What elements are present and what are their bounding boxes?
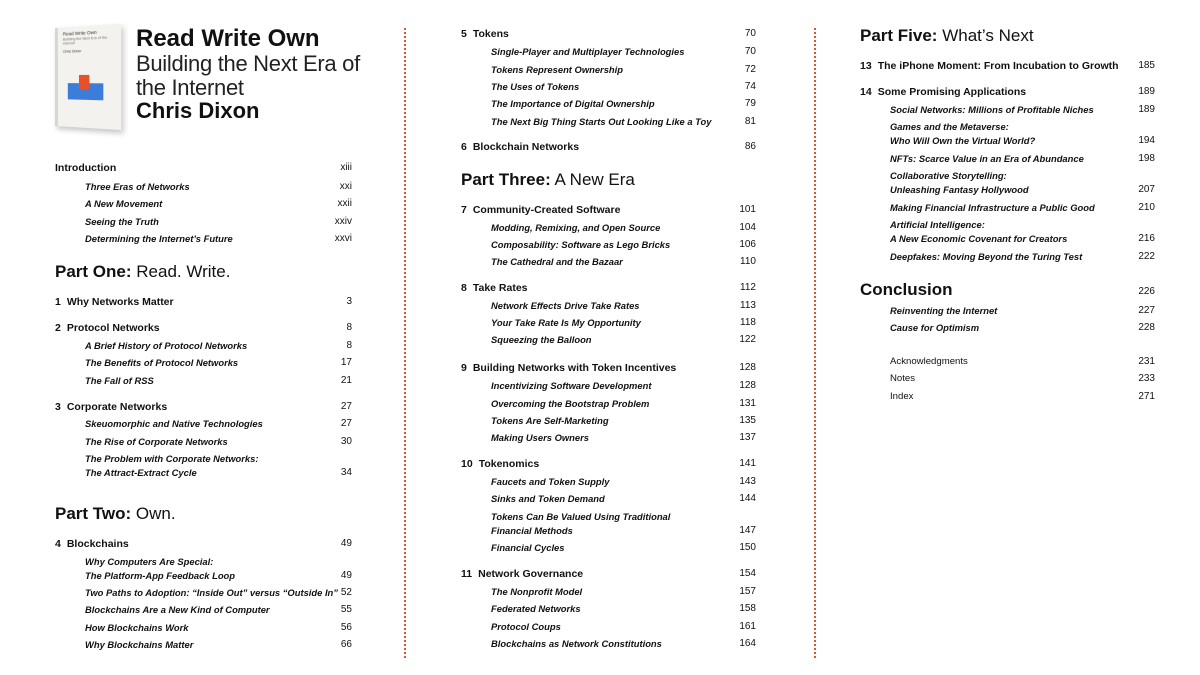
chapter-number: 6: [461, 141, 467, 153]
page-number: 8: [346, 322, 352, 333]
section-title: The Nonprofit Model: [491, 586, 583, 597]
page-number: 112: [740, 282, 756, 293]
page-number: 27: [340, 401, 352, 412]
section-title: Deepfakes: Moving Beyond the Turing Test: [890, 251, 1083, 262]
page-number: 74: [744, 81, 756, 92]
section-title: Why Blockchains Matter: [85, 639, 194, 650]
chapter-title: Protocol Networks: [66, 322, 160, 334]
section-title: Sinks and Token Demand: [491, 493, 605, 504]
section-title: Federated Networks: [491, 603, 581, 614]
chapter-number: 11: [461, 568, 473, 580]
section-title: Tokens Are Self-Marketing: [491, 415, 609, 426]
chapter-title: Tokenomics: [478, 458, 540, 470]
part-label: Part One:: [55, 262, 132, 281]
part-label: Part Three:: [461, 170, 551, 189]
chapter-title: Introduction: [55, 162, 117, 174]
section-title: The Next Big Thing Starts Out Looking Like a Toy: [491, 116, 712, 127]
chapter-title: Blockchain Networks: [472, 141, 580, 153]
chapter-number: 5: [461, 28, 467, 40]
page-number: 128: [739, 362, 756, 373]
chapter-title: Network Governance: [478, 568, 584, 580]
section-title: NFTs: Scarce Value in an Era of Abundance: [890, 153, 1084, 164]
page-number: xiii: [340, 162, 352, 173]
section-title: Making Financial Infrastructure a Public Good: [890, 202, 1095, 213]
chapter-number: 3: [55, 401, 61, 413]
section-title: Reinventing the Internet: [890, 305, 998, 316]
section-title: Financial Cycles: [491, 542, 565, 553]
page-number: 70: [744, 28, 756, 39]
page-number: 271: [1138, 391, 1155, 402]
page-number: 141: [739, 458, 756, 469]
section-title: Modding, Remixing, and Open Source: [491, 222, 661, 233]
chapter-number: 1: [55, 296, 61, 308]
page-number: 157: [739, 586, 756, 597]
chapter-title: Corporate Networks: [66, 401, 168, 413]
page-number: 154: [739, 568, 756, 579]
page-number: 198: [1138, 153, 1155, 164]
section-title: Overcoming the Bootstrap Problem: [491, 398, 650, 409]
page-number: 49: [340, 538, 352, 549]
page-number: 231: [1138, 356, 1155, 367]
page-number: 131: [739, 398, 756, 409]
page-number: 189: [1138, 86, 1155, 97]
toc-column-1: [55, 0, 352, 675]
page-number: 233: [1138, 373, 1155, 384]
section-title: A New Movement: [85, 198, 163, 209]
page-number: 86: [744, 141, 756, 152]
page-number: 210: [1138, 202, 1155, 213]
section-title: The Problem with Corporate Networks:: [85, 453, 259, 464]
page-number: 143: [739, 476, 756, 487]
page-number: 222: [1138, 251, 1155, 262]
page-number: 49: [340, 570, 352, 581]
section-title: Three Eras of Networks: [85, 181, 190, 192]
page-number: 207: [1138, 184, 1155, 195]
section-title: Your Take Rate Is My Opportunity: [491, 317, 641, 328]
section-title: Blockchains Are a New Kind of Computer: [85, 604, 270, 615]
column-divider: [404, 28, 406, 658]
part-name: Own.: [135, 504, 176, 523]
chapter-title: Community-Created Software: [472, 204, 621, 216]
page-number: 137: [739, 432, 756, 443]
page-number: 228: [1138, 322, 1155, 333]
page-number: xxvi: [334, 233, 352, 244]
section-title: Making Users Owners: [491, 432, 589, 443]
page-number: 101: [739, 204, 756, 215]
column-divider: [814, 28, 816, 658]
chapter-title: Why Networks Matter: [66, 296, 174, 308]
page-number: 66: [340, 639, 352, 650]
page-number: 118: [740, 317, 756, 328]
section-title: Collaborative Storytelling:: [890, 170, 1007, 181]
page-number: 144: [739, 493, 756, 504]
book-title: Read Write Own: [136, 25, 320, 52]
page-number: 55: [340, 604, 352, 615]
page-number: 226: [1138, 286, 1155, 297]
page-number: xxii: [337, 198, 352, 209]
page-number: xxiv: [334, 216, 352, 227]
page-number: 56: [340, 622, 352, 633]
part-label: Part Five:: [860, 26, 938, 45]
section-title: Single-Player and Multiplayer Technologies: [491, 46, 685, 57]
part-name: What’s Next: [942, 26, 1034, 45]
section-title: Protocol Coups: [491, 621, 561, 632]
chapter-number: 7: [461, 204, 467, 216]
section-title: The Uses of Tokens: [491, 81, 580, 92]
page-number: 113: [740, 300, 756, 311]
part-heading: [860, 26, 1034, 46]
section-title: Artificial Intelligence:: [890, 219, 985, 230]
section-title-line2: Unleashing Fantasy Hollywood: [890, 184, 1029, 195]
section-title-line2: Financial Methods: [491, 525, 573, 536]
cover-subtitle: Building the Next Era of the Internet: [62, 35, 108, 46]
page-number: 34: [340, 467, 352, 478]
section-title: The Importance of Digital Ownership: [491, 98, 655, 109]
page-number: 30: [340, 436, 352, 447]
section-title: Squeezing the Balloon: [491, 334, 592, 345]
page-number: 21: [340, 375, 352, 386]
page-number: 52: [340, 587, 352, 598]
page-number: 110: [740, 256, 756, 267]
back-matter-title: Notes: [890, 373, 916, 384]
back-matter-title: Index: [890, 391, 914, 402]
section-title: How Blockchains Work: [85, 622, 189, 633]
book-subtitle: Building the Next Era of the Internet: [136, 51, 360, 100]
page-number: 128: [739, 380, 756, 391]
page-number: 189: [1138, 104, 1155, 115]
section-title: Skeuomorphic and Native Technologies: [85, 418, 263, 429]
back-matter-title: Acknowledgments: [890, 356, 968, 367]
page-number: 70: [744, 46, 756, 57]
chapter-number: 4: [55, 538, 61, 550]
section-title: Games and the Metaverse:: [890, 121, 1009, 132]
section-title: A Brief History of Protocol Networks: [85, 340, 248, 351]
page-number: 104: [739, 222, 756, 233]
chapter-title: Building Networks with Token Incentives: [472, 362, 677, 374]
page-number: 106: [739, 239, 756, 250]
chapter-number: 8: [461, 282, 467, 294]
section-title: Why Computers Are Special:: [85, 556, 214, 567]
toc-column-2: [461, 0, 756, 675]
section-title: Social Networks: Millions of Profitable Niches: [890, 104, 1094, 115]
section-title: Tokens Represent Ownership: [491, 64, 623, 75]
page-number: 72: [744, 64, 756, 75]
book-author: Chris Dixon: [136, 98, 260, 123]
chapter-title: The iPhone Moment: From Incubation to Growth: [877, 60, 1119, 72]
part-label: Part Two:: [55, 504, 132, 523]
page-number: 164: [739, 638, 756, 649]
page-number: 81: [744, 116, 756, 127]
chapter-title: Some Promising Applications: [877, 86, 1027, 98]
conclusion-heading[interactable]: Conclusion: [860, 280, 953, 299]
section-title: The Rise of Corporate Networks: [85, 436, 228, 447]
section-title: Determining the Internet’s Future: [85, 233, 233, 244]
cover-author: Chris Dixon: [62, 49, 82, 54]
chapter-number: 2: [55, 322, 61, 334]
section-title-line2: The Attract-Extract Cycle: [85, 467, 197, 478]
cover-title: Read Write Own: [62, 29, 97, 37]
page-number: 150: [739, 542, 756, 553]
page-number: 122: [739, 334, 756, 345]
section-title-line2: The Platform-App Feedback Loop: [85, 570, 236, 581]
section-title: Tokens Can Be Valued Using Traditional: [491, 511, 671, 522]
part-heading: [461, 170, 635, 190]
chapter-title: Tokens: [472, 28, 509, 40]
chapter-number: 10: [461, 458, 473, 470]
page-number: 17: [340, 357, 352, 368]
section-title: Faucets and Token Supply: [491, 476, 610, 487]
page-number: xxi: [339, 181, 352, 192]
section-title: Composability: Software as Lego Bricks: [491, 239, 671, 250]
page-number: 227: [1138, 305, 1155, 316]
page-number: 135: [739, 415, 756, 426]
section-title: Cause for Optimism: [890, 322, 980, 333]
chapter-number: 9: [461, 362, 467, 374]
chapter-number: 13: [860, 60, 872, 72]
section-title: Incentivizing Software Development: [491, 380, 652, 391]
page-number: 8: [346, 340, 352, 351]
section-title: Seeing the Truth: [85, 216, 159, 227]
section-title: Two Paths to Adoption: “Inside Out” versus “Outside In”: [85, 587, 338, 598]
page-number: 216: [1138, 233, 1155, 244]
page-number: 161: [739, 621, 756, 632]
page-number: 79: [744, 98, 756, 109]
page-number: 147: [739, 525, 756, 536]
chapter-title: Take Rates: [472, 282, 528, 294]
page-number: 185: [1138, 60, 1155, 71]
section-title: Network Effects Drive Take Rates: [491, 300, 640, 311]
page-number: 27: [340, 418, 352, 429]
toc-column-3: [860, 0, 1155, 675]
section-title-line2: A New Economic Covenant for Creators: [890, 233, 1068, 244]
section-title: Blockchains as Network Constitutions: [491, 638, 662, 649]
section-title-line2: Who Will Own the Virtual World?: [890, 135, 1036, 146]
part-heading: [55, 504, 176, 524]
part-heading: [55, 262, 230, 282]
page-number: 194: [1138, 135, 1155, 146]
section-title: The Benefits of Protocol Networks: [85, 357, 239, 368]
page-number: 158: [739, 603, 756, 614]
part-name: A New Era: [554, 170, 635, 189]
chapter-number: 14: [860, 86, 872, 98]
part-name: Read. Write.: [136, 262, 231, 281]
section-title: The Fall of RSS: [85, 375, 154, 386]
section-title: The Cathedral and the Bazaar: [491, 256, 623, 267]
chapter-title: Blockchains: [66, 538, 129, 550]
page-number: 3: [346, 296, 352, 307]
